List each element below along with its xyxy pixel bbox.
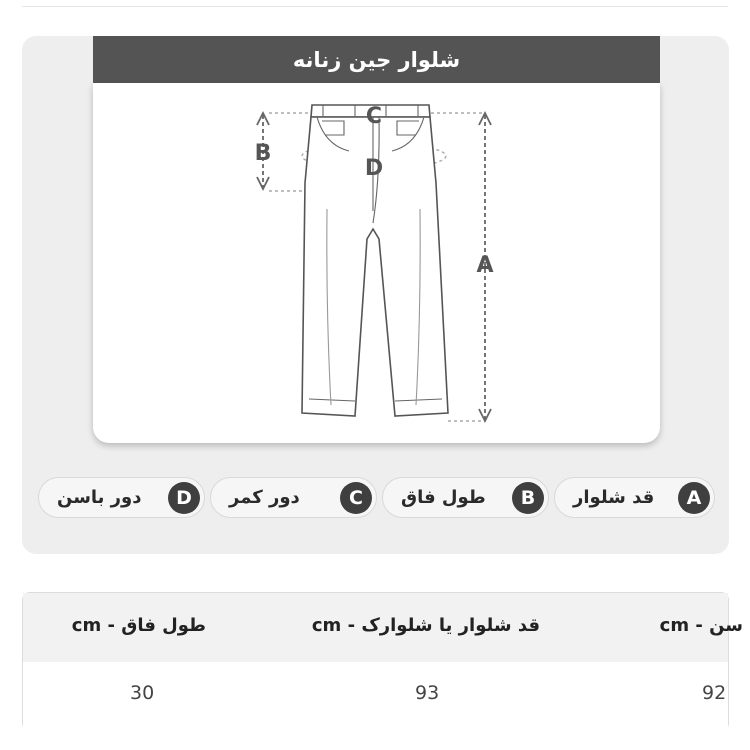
table-header-row (23, 593, 743, 662)
size-guide-card (22, 36, 729, 554)
legend-chip-d (38, 477, 205, 518)
legend-chip-b (382, 477, 549, 518)
jeans-diagram (93, 83, 660, 443)
label-d: D (364, 156, 384, 181)
legend-label-a: قد شلوار (573, 487, 655, 508)
jeans-diagram-panel (93, 83, 660, 443)
legend-chip-c (210, 477, 377, 518)
top-divider (22, 6, 728, 7)
legend-chip-a (554, 477, 715, 518)
legend-badge-c: C (340, 482, 372, 514)
legend-label-d: دور باسن (57, 487, 142, 508)
cell-length: 93 (415, 682, 440, 704)
cell-hip: 92 (702, 682, 727, 704)
label-c: C (365, 104, 383, 129)
legend-badge-d: D (168, 482, 200, 514)
legend-label-b: طول فاق (401, 487, 486, 508)
legend-badge-b: B (512, 482, 544, 514)
legend-label-c: دور کمر (229, 487, 300, 508)
cell-rise: 30 (130, 682, 155, 704)
table-row (23, 662, 728, 732)
jeans-outline-icon (302, 105, 448, 416)
legend-badge-a: A (678, 482, 710, 514)
header-rise: طول فاق - cm (71, 615, 206, 636)
label-b: B (254, 141, 272, 166)
label-a: A (476, 253, 494, 278)
header-length: قد شلوار یا شلوارک - cm (311, 615, 540, 636)
guide-title: شلوار جین زنانه (93, 36, 660, 83)
header-hip: سن - cm (659, 615, 743, 636)
size-table (22, 592, 743, 731)
